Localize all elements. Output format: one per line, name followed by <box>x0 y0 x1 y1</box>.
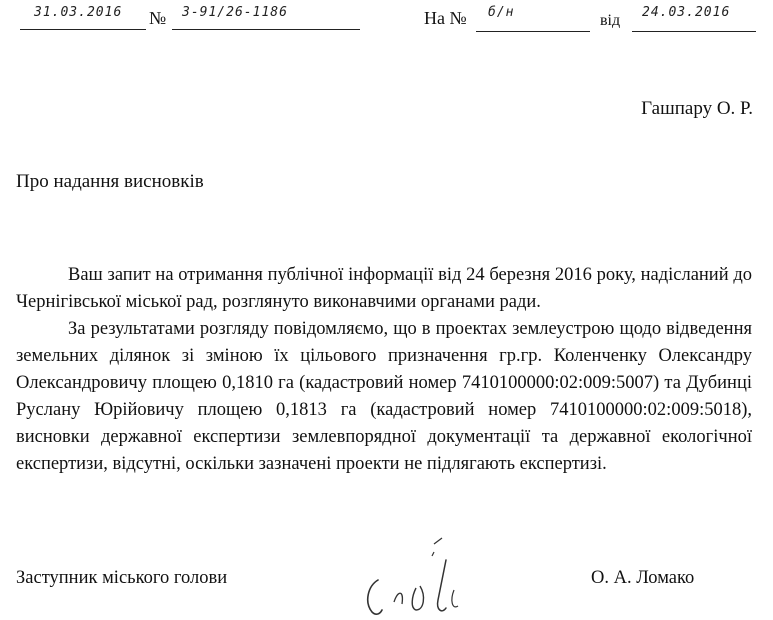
incoming-number: б/н <box>488 5 515 20</box>
number-label: № <box>149 8 167 28</box>
body-paragraph-1: Ваш запит на отримання публічної інформації від 24 березня 2016 року, надісланий до Чернігівської міської рад, розглянуто виконавчими органами ради. <box>16 265 752 312</box>
signatory-name: О. А. Ломако <box>591 568 695 588</box>
from-label: від <box>600 12 621 29</box>
outgoing-number-underline <box>172 29 360 30</box>
outgoing-date-underline <box>20 29 146 30</box>
incoming-label: На № <box>424 8 467 28</box>
outgoing-date: 31.03.2016 <box>34 5 123 20</box>
incoming-date: 24.03.2016 <box>642 5 731 20</box>
handwritten-signature <box>350 530 490 620</box>
letter-body <box>16 262 752 478</box>
subject-line: Про надання висновків <box>16 171 204 192</box>
outgoing-number: 3-91/26-1186 <box>182 5 288 20</box>
signatory-position: Заступник міського голови <box>16 568 228 588</box>
addressee: Гашпару О. Р. <box>641 98 753 119</box>
body-paragraph-2: За результатами розгляду повідомляємо, що в проектах землеустрою щодо відведення земельних ділянок зі зміною їх цільового призначення гр.гр. Коленченку Олександру Олександровичу площею 0,1810 га (кадастровий номер 7410100000:02:009:5007) та Дубинці Руслану Юрійовичу площею 0,1813 га (кадастровий номер 7410100000:02:009:5018), висновки державної експертизи землевпорядної документації та державної екологічної експертизи, відсутні, оскільки зазначені проекти не підлягають експертизі. <box>16 319 752 474</box>
incoming-date-underline <box>632 31 756 32</box>
incoming-number-underline <box>476 31 590 32</box>
